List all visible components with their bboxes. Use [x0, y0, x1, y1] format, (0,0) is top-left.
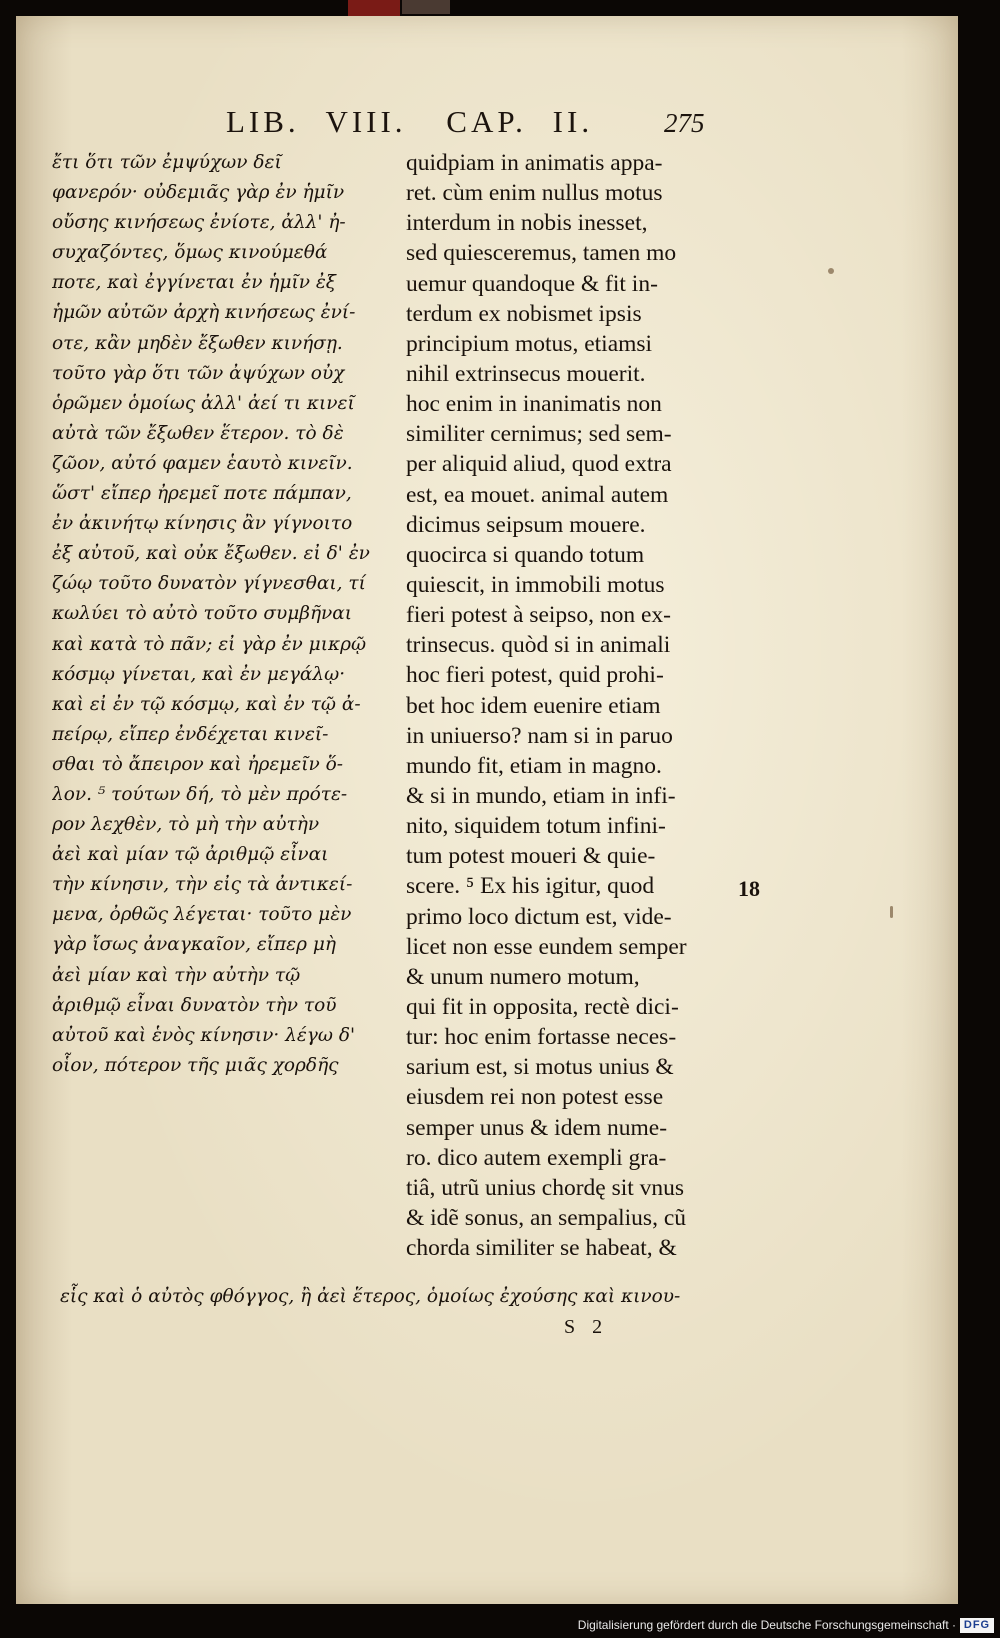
greek-text-line: συχαζόντες, ὅμως κινούμεθά — [52, 242, 328, 264]
latin-text-line: interdum in nobis inesset, — [406, 210, 648, 237]
funding-credit: Digitalisierung gefördert durch die Deutsche Forschungsgemeinschaft · — [577, 1618, 956, 1632]
latin-text-line: quidpiam in animatis appa- — [406, 150, 663, 176]
dark-book-tab — [402, 0, 450, 14]
greek-text-line: ὁρῶμεν ὁμοίως ἀλλ' ἀεί τι κινεῖ — [52, 392, 355, 414]
latin-text-line: & unum numero motum, — [406, 963, 640, 990]
latin-text-line: quocirca si quando totum — [406, 541, 645, 568]
running-head-chapter-num: II. — [552, 104, 594, 139]
red-book-tab — [348, 0, 400, 16]
latin-text-line: licet non esse eundem semper — [406, 933, 687, 960]
latin-text-line: est, ea mouet. animal autem — [406, 481, 669, 508]
latin-text-line: nito, siquidem totum infini- — [406, 813, 666, 840]
latin-text-line: mundo fit, etiam in magno. — [406, 752, 662, 779]
latin-text-line: qui fit in opposita, rectè dici- — [406, 993, 679, 1020]
greek-text-line: ἐν ἀκινήτῳ κίνησις ἂν γίγνοιτο — [52, 513, 353, 535]
marginal-line-number: 18 — [738, 876, 760, 901]
running-head-book-num: VIII. — [325, 104, 407, 139]
latin-text-line: scere. ⁵ Ex his igitur, quod — [406, 873, 655, 900]
latin-text-line: dicimus seipsum mouere. — [406, 511, 646, 538]
page-number: 275 — [664, 108, 705, 138]
running-head-book: LIB. — [226, 104, 300, 139]
greek-text-line: οὔσης κινήσεως ἐνίοτε, ἀλλ' ἠ- — [52, 212, 346, 234]
greek-text-line: τοῦτο γὰρ ὅτι τῶν ἀψύχων οὐχ — [52, 362, 345, 384]
latin-text-line: primo loco dictum est, vide- — [406, 903, 672, 930]
greek-text-line: ἡμῶν αὐτῶν ἀρχὴ κινήσεως ἐνί- — [52, 302, 356, 324]
greek-text-line: φανερόν· οὐδεμιᾶς γὰρ ἐν ἡμῖν — [52, 182, 345, 204]
greek-text-line: ποτε, καὶ ἐγγίνεται ἐν ἡμῖν ἐξ — [52, 272, 336, 294]
running-head — [226, 104, 593, 140]
latin-text-line: bet hoc idem euenire etiam — [406, 692, 661, 719]
latin-text-line: eiusdem rei non potest esse — [406, 1084, 664, 1111]
greek-text-line: γὰρ ἴσως ἀναγκαῖον, εἴπερ μὴ — [52, 934, 336, 956]
latin-text-line: similiter cernimus; sed sem- — [406, 421, 672, 448]
latin-text-line: per aliquid aliud, quod extra — [406, 451, 672, 478]
greek-text-line: λον. ⁵ τούτων δή, τὸ μὲν πρότε- — [52, 783, 348, 805]
latin-text-line: fieri potest à seipso, non ex- — [406, 602, 671, 629]
book-page — [16, 16, 958, 1604]
latin-text-line: terdum ex nobismet ipsis — [406, 300, 642, 327]
greek-text-line: ρον λεχθὲν, τὸ μὴ τὴν αὐτὴν — [52, 814, 320, 836]
greek-text-line: καὶ κατὰ τὸ πᾶν; εἰ γὰρ ἐν μικρῷ — [52, 633, 367, 655]
greek-text-line: ὥστ' εἴπερ ἠρεμεῖ ποτε πάμπαν, — [52, 483, 352, 505]
greek-text-line: κόσμῳ γίνεται, καὶ ἐν μεγάλῳ· — [52, 663, 346, 685]
latin-text-line: tiâ, utrũ unius chordę sit vnus — [406, 1174, 685, 1201]
greek-full-width-line: εἷς καὶ ὁ αὐτὸς φθόγγος, ἢ ἀεὶ ἕτερος, ὁμοίως ἐχούσης καὶ κινου- — [60, 1286, 681, 1307]
latin-text-line: trinsecus. quòd si in animali — [406, 632, 671, 659]
latin-column — [406, 148, 728, 1263]
signature-mark: S 2 — [564, 1316, 609, 1338]
greek-text-line: μενα, ὀρθῶς λέγεται· τοῦτο μὲν — [52, 904, 352, 926]
greek-text-line: αὐτὰ τῶν ἔξωθεν ἕτερον. τὸ δὲ — [52, 422, 344, 444]
greek-text-line: ἔτι ὅτι τῶν ἐμψύχων δεῖ — [52, 152, 282, 173]
greek-text-line: οἷον, πότερον τῆς μιᾶς χορδῆς — [52, 1054, 339, 1076]
latin-text-line: tum potest moueri & quie- — [406, 843, 656, 870]
running-head-chapter: CAP. — [446, 104, 527, 139]
paper-speck — [890, 906, 893, 918]
greek-text-line: τὴν κίνησιν, τὴν εἰς τὰ ἀντικεί- — [52, 874, 353, 896]
latin-text-line: ro. dico autem exempli gra- — [406, 1144, 667, 1171]
greek-text-line: καὶ εἰ ἐν τῷ κόσμῳ, καὶ ἐν τῷ ἀ- — [52, 693, 361, 715]
latin-text-line: tur: hoc enim fortasse neces- — [406, 1024, 677, 1051]
greek-text-line: αὐτοῦ καὶ ἑνὸς κίνησιν· λέγω δ' — [52, 1024, 356, 1046]
latin-text-line: sarium est, si motus unius & — [406, 1054, 674, 1081]
latin-text-line: hoc fieri potest, quid prohi- — [406, 662, 664, 689]
latin-text-line: principium motus, etiamsi — [406, 330, 653, 357]
latin-text-line: chorda similiter se habeat, & — [406, 1235, 677, 1262]
greek-text-line: ἀεὶ μίαν καὶ τὴν αὐτὴν τῷ — [52, 964, 301, 986]
latin-text-line: semper unus & idem nume- — [406, 1114, 668, 1141]
paper-speck — [828, 268, 834, 274]
greek-column — [52, 148, 382, 1081]
greek-text-line: ζῶον, αὐτό φαμεν ἑαυτὸ κινεῖν. — [52, 452, 353, 474]
latin-text-line: sed quiesceremus, tamen mo — [406, 240, 677, 267]
footer-bar — [0, 1614, 1000, 1638]
dfg-logo: DFG — [960, 1618, 994, 1633]
greek-text-line: σθαι τὸ ἄπειρον καὶ ἠρεμεῖν ὅ- — [52, 753, 343, 775]
latin-text-line: ret. cùm enim nullus motus — [406, 180, 663, 207]
greek-text-line: ἐξ αὐτοῦ, καὶ οὐκ ἔξωθεν. εἰ δ' ἐν — [52, 543, 370, 565]
latin-text-line: uemur quandoque & fit in- — [406, 270, 658, 297]
latin-text-line: & si in mundo, etiam in infi- — [406, 782, 676, 809]
greek-text-line: οτε, κἂν μηδὲν ἔξωθεν κινήσῃ. — [52, 332, 343, 354]
greek-text-line: κωλύει τὸ αὐτὸ τοῦτο συμβῆναι — [52, 603, 353, 625]
greek-text-line: ζώῳ τοῦτο δυνατὸν γίγνεσθαι, τί — [52, 573, 366, 595]
latin-text-line: quiescit, in immobili motus — [406, 571, 665, 598]
latin-text-line: nihil extrinsecus mouerit. — [406, 360, 646, 387]
latin-text-line: & idẽ sonus, an sempalius, cũ — [406, 1204, 687, 1231]
latin-text-line: in uniuerso? nam si in paruo — [406, 722, 673, 749]
greek-text-line: ἀεὶ καὶ μίαν τῷ ἀριθμῷ εἶναι — [52, 844, 329, 866]
latin-text-line: hoc enim in inanimatis non — [406, 391, 662, 418]
greek-text-line: πείρῳ, εἴπερ ἐνδέχεται κινεῖ- — [52, 723, 329, 745]
greek-text-line: ἀριθμῷ εἶναι δυνατὸν τὴν τοῦ — [52, 994, 337, 1016]
